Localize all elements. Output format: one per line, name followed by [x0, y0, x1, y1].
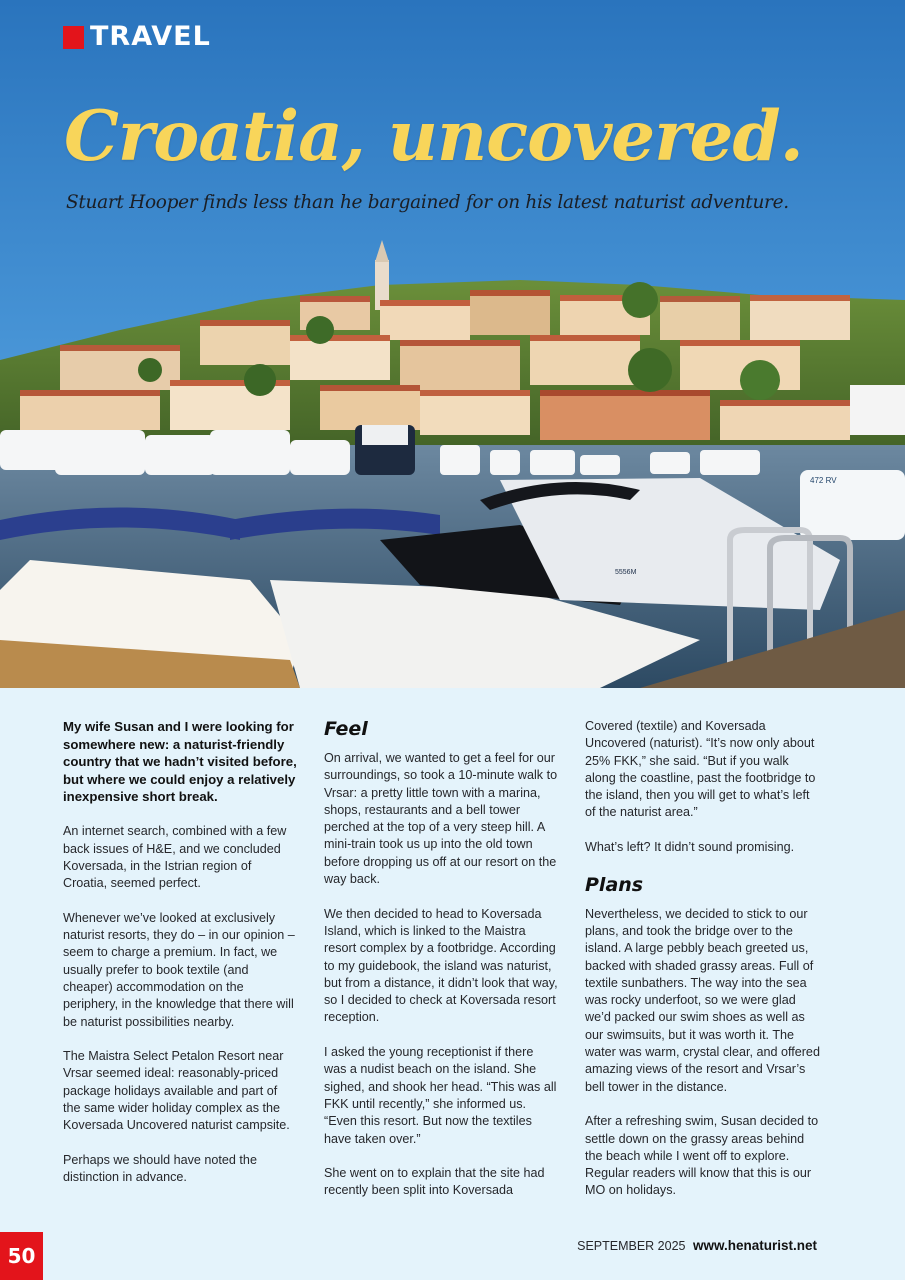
subheading-feel: Feel: [324, 718, 368, 740]
column-2: [324, 718, 559, 1217]
paragraph: We then decided to head to Koversada Island, which is linked to the Maistra resort complex by a footbridge. According to my guidebook, the island was naturist, but from a distance, it didn’t look that way, so I decided to check at Koversada resort reception.: [324, 906, 558, 1025]
paragraph: I asked the young receptionist if there was a nudist beach on the island. She sighed, and shook her head. “This was all FKK until recently,” she informed us. “Even this resort. But now the textiles have taken over.”: [324, 1045, 557, 1146]
paragraph: Covered (textile) and Koversada Uncovered (naturist). “It’s now only about 25% FKK,” she said. “But if you walk along the coastline, past the footbridge to the island, then you will get to what’s left of the naturist area.”: [585, 719, 816, 820]
standfirst: Stuart Hooper finds less than he bargained for on his latest naturist adventure.: [66, 192, 789, 213]
issue-date: SEPTEMBER 2025: [577, 1239, 686, 1253]
boat-registration: 5556M: [615, 569, 637, 576]
paragraph: What’s left? It didn’t sound promising.: [585, 840, 795, 855]
paragraph: An internet search, combined with a few back issues of H&E, and we concluded Koversada, in the Istrian region of Croatia, seemed perfect.: [63, 824, 287, 891]
column-1: [63, 718, 298, 1204]
website-link[interactable]: www.henaturist.net: [692, 1238, 817, 1253]
headline: Croatia, uncovered.: [64, 96, 803, 177]
paragraph: After a refreshing swim, Susan decided to settle down on the grassy areas behind the beach while I went off to explore. Regular readers will know that this is our MO on holidays.: [585, 1114, 819, 1198]
paragraph: Perhaps we should have noted the distinction in advance.: [63, 1152, 257, 1185]
paragraph: Nevertheless, we decided to stick to our plans, and took the bridge over to the island. A large pebbly beach greeted us, backed with shaded grassy areas. Full of textile sunbathers. The way into the sea was rocky underfoot, so we were glad we’d packed our swim shoes as well as our swimsuits, but it was worth it. The water was warm, crystal clear, and offered amazing views of the resort and Vrsar’s bell tower in the distance.: [585, 906, 820, 1094]
folio: [577, 1238, 817, 1253]
boat-tag: 472 RV: [810, 476, 837, 485]
paragraph: Whenever we’ve looked at exclusively naturist resorts, they do – in our opinion – seem to charge a premium. In fact, we usually prefer to book textile (and cheaper) accommodation on the periphery, in the knowledge that there will be naturist possibilities nearby.: [63, 910, 295, 1029]
section-tag: [63, 22, 211, 52]
section-label: TRAVEL: [90, 21, 211, 52]
subheading-plans: Plans: [585, 873, 644, 896]
lead-paragraph: My wife Susan and I were looking for somewhere new: a naturist-friendly country that we hadn’t visited before, but where we could enjoy a relatively inexpensive short break.: [63, 719, 297, 805]
column-3: [585, 718, 820, 1217]
paragraph: She went on to explain that the site had recently been split into Koversada: [324, 1166, 545, 1198]
page-number: 50: [0, 1232, 43, 1280]
paragraph: The Maistra Select Petalon Resort near Vrsar seemed ideal: reasonably-priced package holidays available and part of the same wider holiday complex as the Koversada Uncovered naturist campsite.: [63, 1049, 290, 1133]
section-marker-icon: [63, 26, 84, 49]
paragraph: On arrival, we wanted to get a feel for our surroundings, so took a 10-minute walk to Vrsar: a pretty little town with a marina, shops, restaurants and a bell tower perched at the top of a very steep hill. A mini-train took us up into the old town before dropping us off at our resort on the way back.: [324, 751, 558, 887]
